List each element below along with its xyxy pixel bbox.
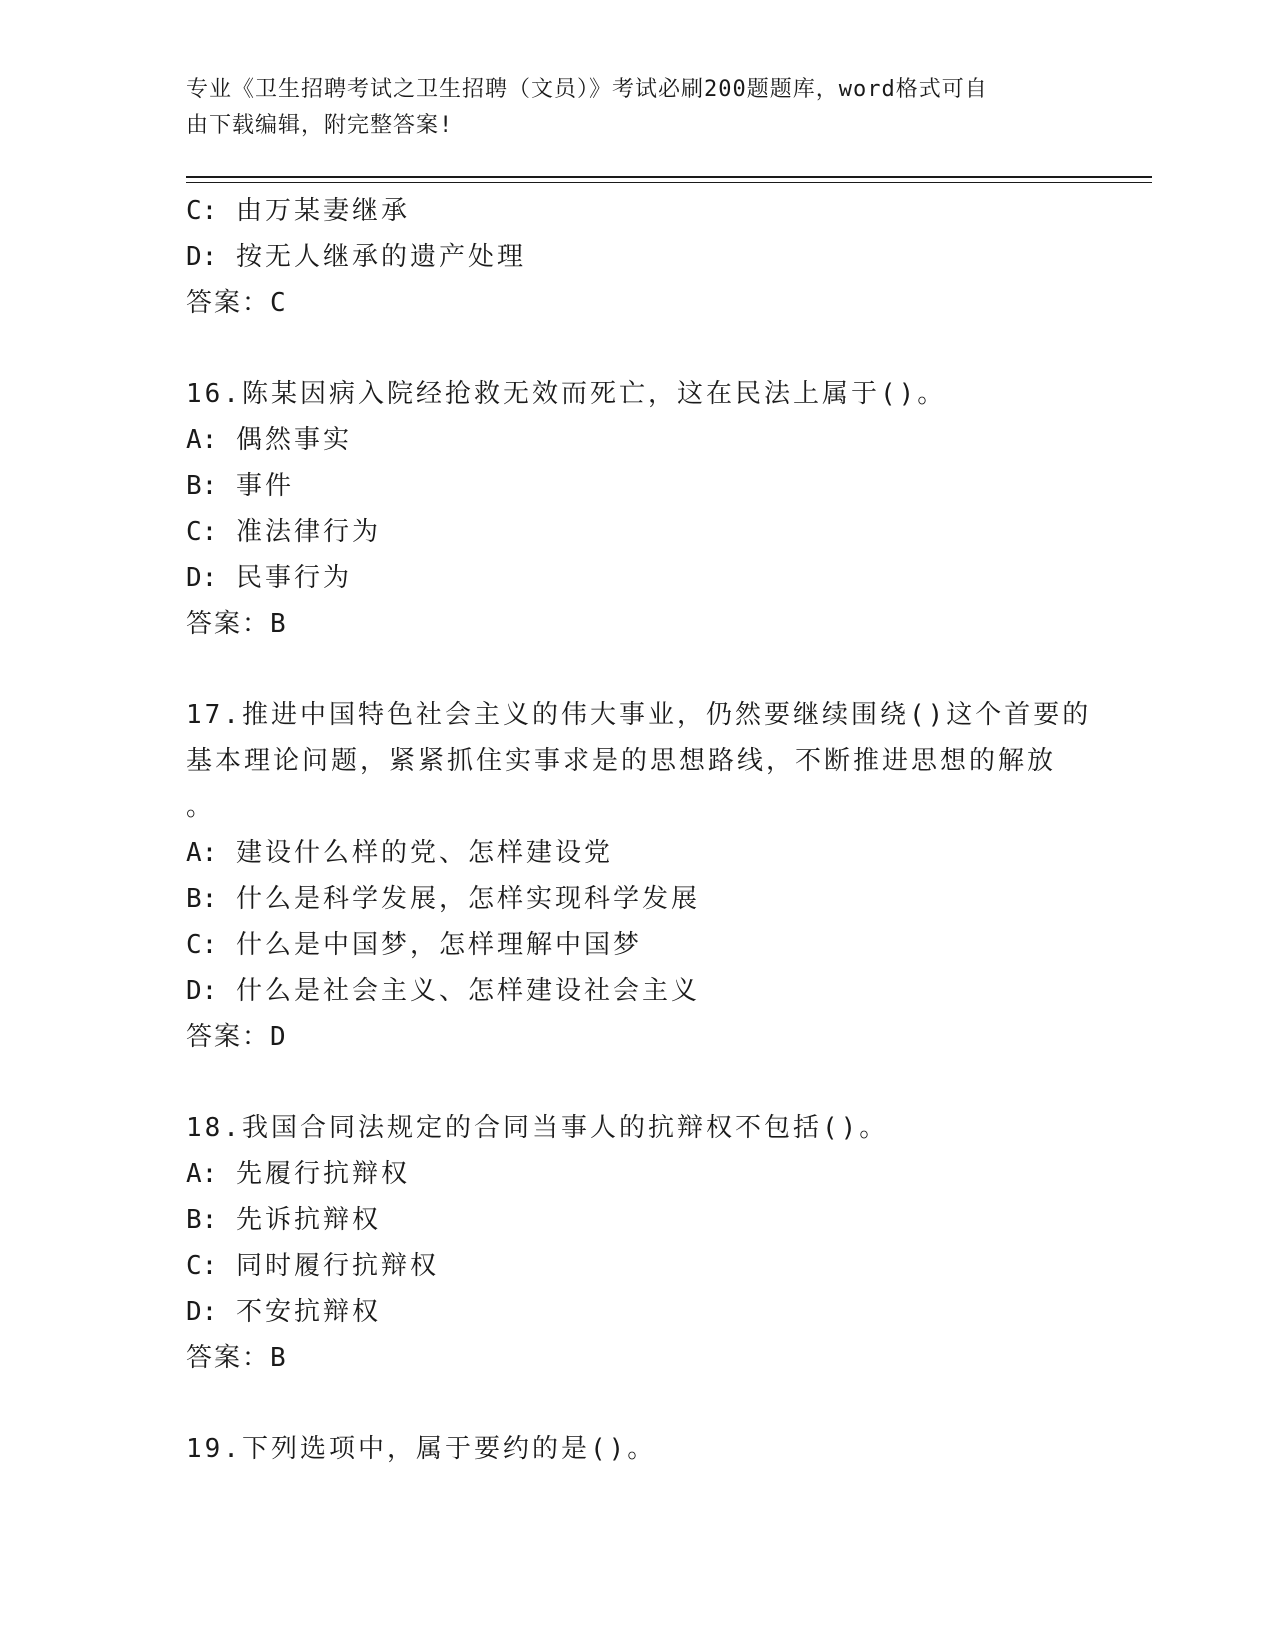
- option-key: C:: [186, 1251, 218, 1281]
- answer-line: 答案：D: [186, 1022, 288, 1052]
- option-key: D:: [186, 563, 218, 593]
- option-c: [186, 1243, 1086, 1289]
- option-d: [186, 555, 1086, 601]
- header-divider-thick: [186, 176, 1152, 178]
- question-text-line-1: 17.推进中国特色社会主义的伟大事业，仍然要继续围绕()这个首要的: [186, 700, 1092, 730]
- option-text: 偶然事实: [235, 425, 352, 455]
- option-text: 民事行为: [235, 563, 352, 593]
- option-key: C:: [186, 517, 218, 547]
- question-text-line-2: 基本理论问题，紧紧抓住实事求是的思想路线，不断推进思想的解放: [186, 746, 1057, 776]
- option-key: C:: [186, 196, 218, 226]
- option-d: [186, 234, 1086, 280]
- question-16: [186, 371, 1086, 647]
- option-a: [186, 417, 1086, 463]
- option-key: D:: [186, 242, 218, 272]
- question-text: 18.我国合同法规定的合同当事人的抗辩权不包括()。: [186, 1113, 889, 1143]
- option-key: A:: [186, 1159, 218, 1189]
- question-19: [186, 1426, 1086, 1472]
- question-17: [186, 692, 1092, 1060]
- question-text: 19.下列选项中，属于要约的是()。: [186, 1434, 657, 1464]
- option-text: 由万某妻继承: [235, 196, 410, 226]
- question-18: [186, 1105, 1086, 1381]
- option-key: B:: [186, 1205, 218, 1235]
- option-text: 事件: [235, 471, 294, 501]
- option-b: [186, 463, 1086, 509]
- option-key: D:: [186, 1297, 218, 1327]
- spacer: [186, 326, 1086, 371]
- spacer: [186, 1381, 1086, 1426]
- option-a: [186, 830, 1086, 876]
- answer-line: 答案：B: [186, 609, 288, 639]
- option-text: 建设什么样的党、怎样建设党: [235, 838, 613, 868]
- option-text: 什么是科学发展，怎样实现科学发展: [235, 884, 700, 914]
- spacer: [186, 1060, 1086, 1105]
- header-line-1: 专业《卫生招聘考试之卫生招聘（文员）》考试必刷200题题库，word格式可自: [186, 77, 988, 102]
- option-text: 准法律行为: [235, 517, 381, 547]
- question-text: 16.陈某因病入院经抢救无效而死亡，这在民法上属于()。: [186, 379, 947, 409]
- option-text: 不安抗辩权: [235, 1297, 381, 1327]
- option-key: B:: [186, 471, 218, 501]
- option-key: B:: [186, 884, 218, 914]
- option-c: [186, 922, 1086, 968]
- option-text: 什么是中国梦，怎样理解中国梦: [235, 930, 642, 960]
- answer-line: 答案：C: [186, 288, 288, 318]
- option-key: C:: [186, 930, 218, 960]
- question-15-continuation: [186, 188, 1086, 326]
- option-c: [186, 188, 1086, 234]
- option-text: 先履行抗辩权: [235, 1159, 410, 1189]
- document-body: [186, 188, 1092, 1472]
- option-b: [186, 876, 1086, 922]
- option-key: A:: [186, 838, 218, 868]
- answer-line: 答案：B: [186, 1343, 288, 1373]
- option-key: A:: [186, 425, 218, 455]
- option-b: [186, 1197, 1086, 1243]
- option-text: 同时履行抗辩权: [235, 1251, 439, 1281]
- question-text-line-3: 。: [186, 792, 216, 822]
- option-text: 什么是社会主义、怎样建设社会主义: [235, 976, 700, 1006]
- header-divider-thin: [186, 182, 1152, 183]
- spacer: [186, 647, 1086, 692]
- option-text: 先诉抗辩权: [235, 1205, 381, 1235]
- option-text: 按无人继承的遗产处理: [235, 242, 526, 272]
- option-a: [186, 1151, 1086, 1197]
- option-key: D:: [186, 976, 218, 1006]
- option-d: [186, 968, 1086, 1014]
- option-c: [186, 509, 1086, 555]
- document-header: [186, 72, 1066, 144]
- header-line-2: 由下载编辑，附完整答案!: [186, 113, 454, 138]
- option-d: [186, 1289, 1086, 1335]
